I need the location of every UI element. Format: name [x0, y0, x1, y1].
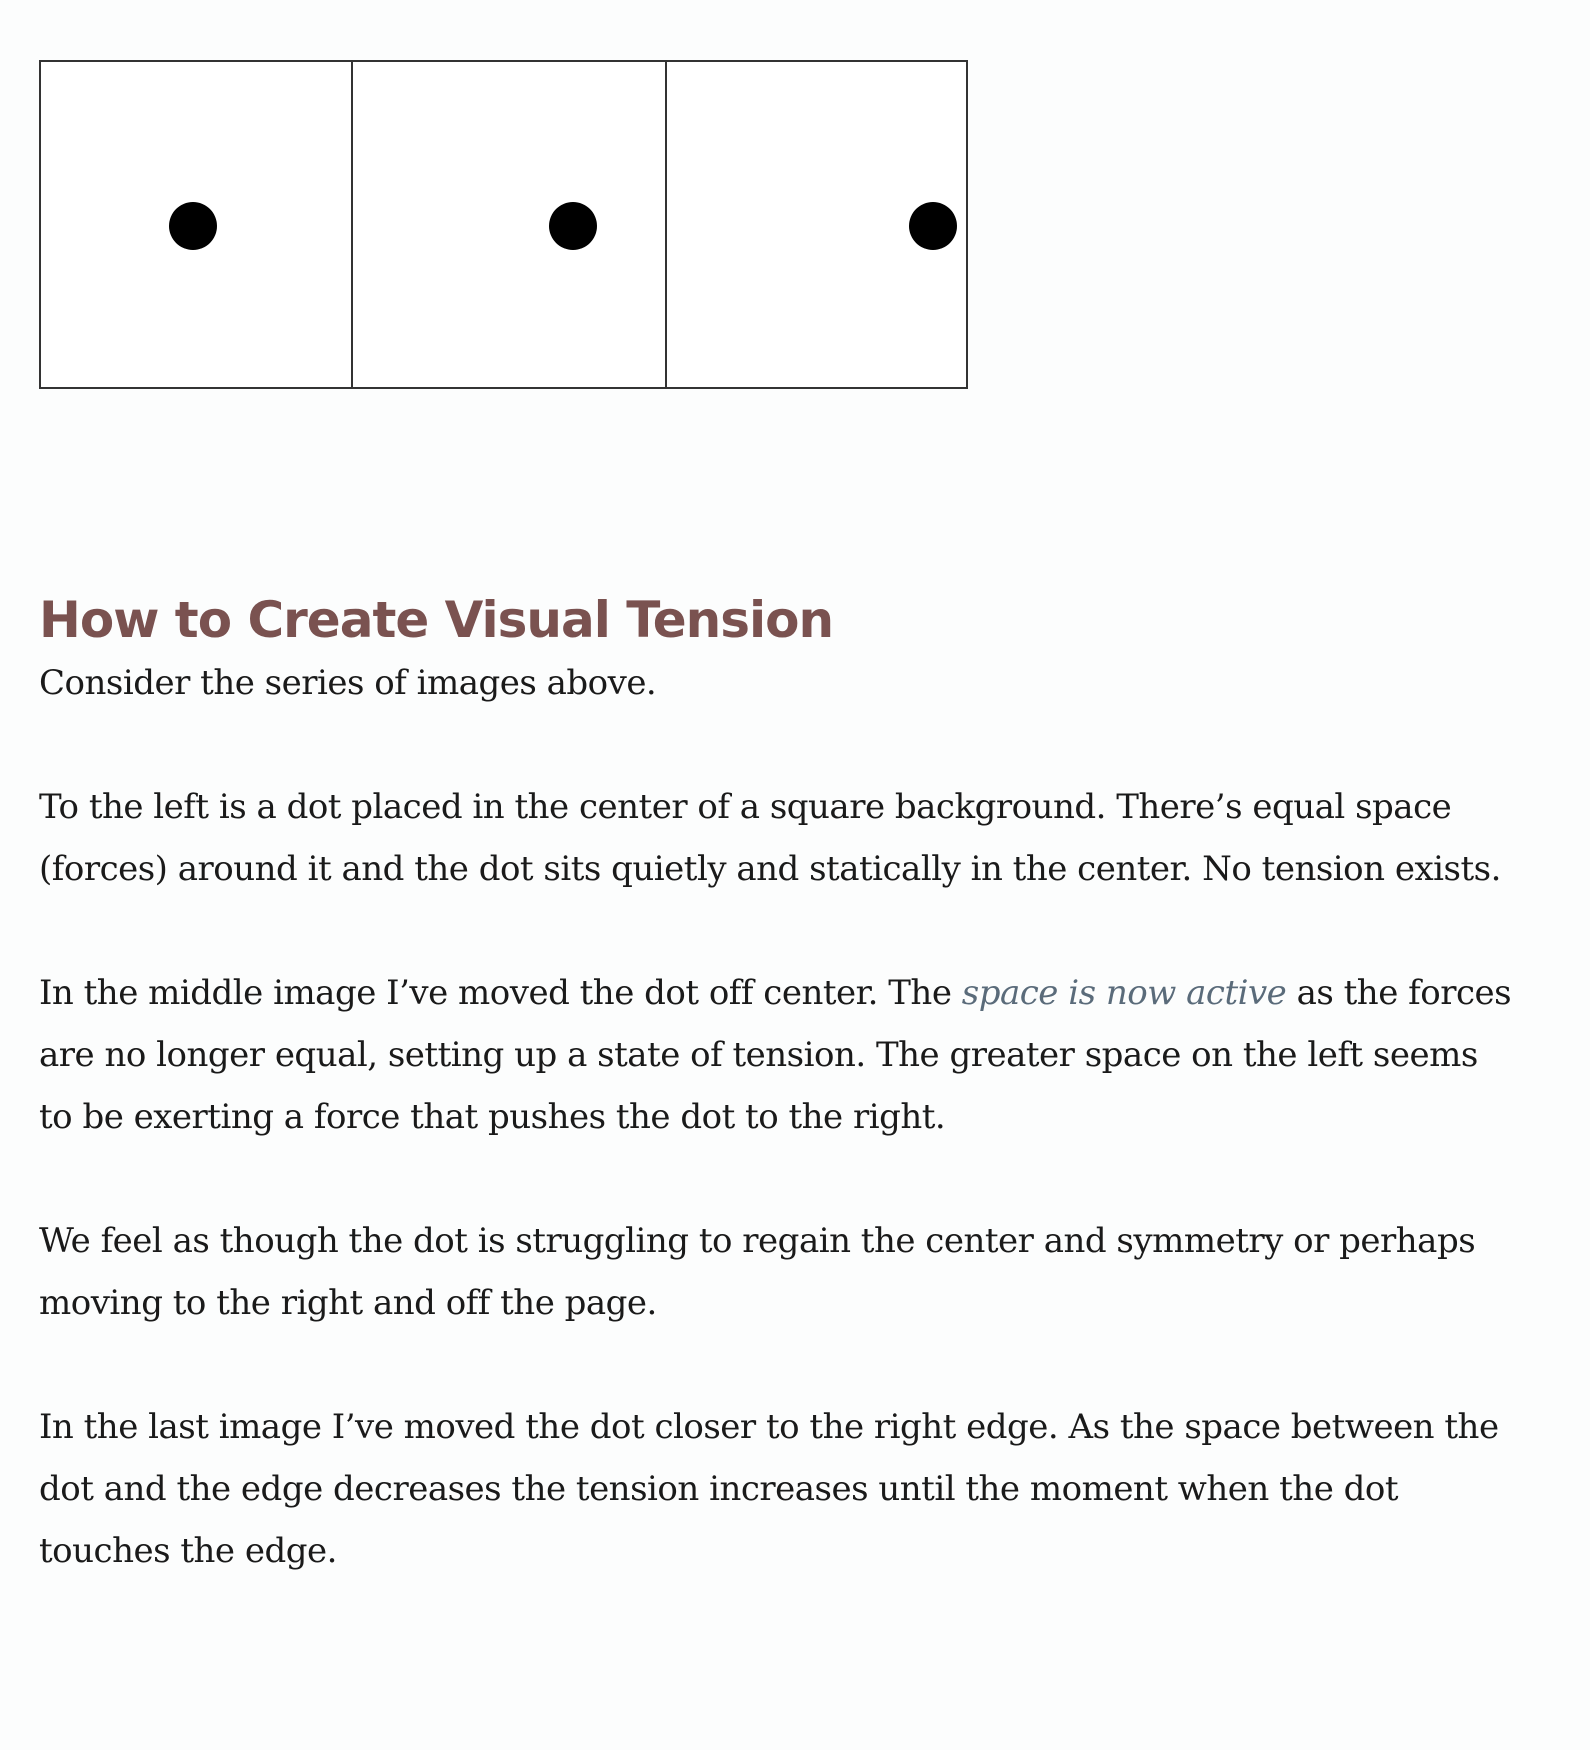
intro-paragraph: Consider the series of images above. [39, 663, 657, 703]
article-body [39, 590, 1519, 1644]
paragraph-struggle: We feel as though the dot is struggling to regain the center and symmetry or perhaps moving to the right and off the page. [39, 1221, 1476, 1323]
section-heading: How to Create Visual Tension [39, 591, 834, 649]
emphasis-text: space is now active [961, 973, 1287, 1013]
panel-divider [665, 62, 667, 387]
paragraph-middle-image [39, 962, 1519, 1148]
off-center-dot [549, 202, 597, 250]
panel-divider [351, 62, 353, 387]
edge-dot [909, 202, 957, 250]
centered-dot [169, 202, 217, 250]
dot-tension-figure [39, 60, 968, 389]
paragraph-text: In the middle image I’ve moved the dot off center. The [39, 973, 962, 1013]
paragraph-text: as the forces are no longer equal, setting up a state of tension. The greater space on the left seems to be exerting a force that pushes the dot to the right. [39, 973, 1512, 1137]
paragraph-last-image: In the last image I’ve moved the dot closer to the right edge. As the space between the dot and the edge decreases the tension increases until the moment when the dot touches the edge. [39, 1407, 1499, 1571]
paragraph-left-image: To the left is a dot placed in the center of a square background. There’s equal space (forces) around it and the dot sits quietly and statically in the center. No tension exists. [39, 787, 1501, 889]
